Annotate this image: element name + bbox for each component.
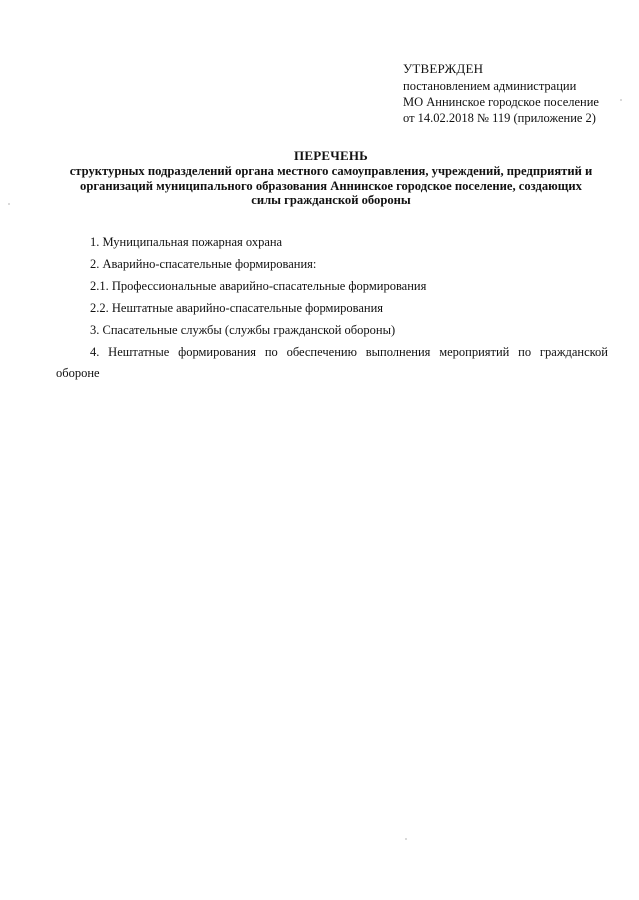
scan-speck bbox=[405, 838, 407, 840]
scan-speck bbox=[620, 99, 622, 101]
document-heading bbox=[55, 148, 607, 208]
document-subtitle-line-1: структурных подразделений органа местного самоуправления, учреждений, предприятий и bbox=[69, 164, 593, 178]
document-subtitle-line-2: организаций муниципального образования Аннинское городское поселение, создающих bbox=[80, 178, 582, 193]
list-item: 2.1. Профессиональные аварийно-спасательные формирования bbox=[90, 279, 427, 293]
items-list bbox=[56, 235, 608, 391]
approval-stamp: УТВЕРЖДЕН bbox=[403, 61, 484, 76]
list-item: 3. Спасательные службы (службы гражданской обороны) bbox=[90, 323, 396, 337]
document-subtitle-line-3: силы гражданской обороны bbox=[251, 193, 411, 207]
list-item: 2.2. Нештатные аварийно-спасательные формирования bbox=[90, 301, 384, 315]
approval-stamp-block bbox=[403, 61, 633, 126]
list-item: 1. Муниципальная пожарная охрана bbox=[90, 235, 283, 249]
approval-line-3: от 14.02.2018 № 119 (приложение 2) bbox=[403, 111, 596, 125]
approval-line-1: постановлением администрации bbox=[403, 79, 577, 93]
scan-speck bbox=[8, 203, 10, 205]
list-item: 4. Нештатные формирования по обеспечению выполнения мероприятий по гражданской обороне bbox=[56, 345, 608, 380]
list-item: 2. Аварийно-спасательные формирования: bbox=[90, 257, 317, 271]
approval-line-2: МО Аннинское городское поселение bbox=[403, 95, 599, 109]
document-title: ПЕРЕЧЕНЬ bbox=[294, 148, 368, 163]
